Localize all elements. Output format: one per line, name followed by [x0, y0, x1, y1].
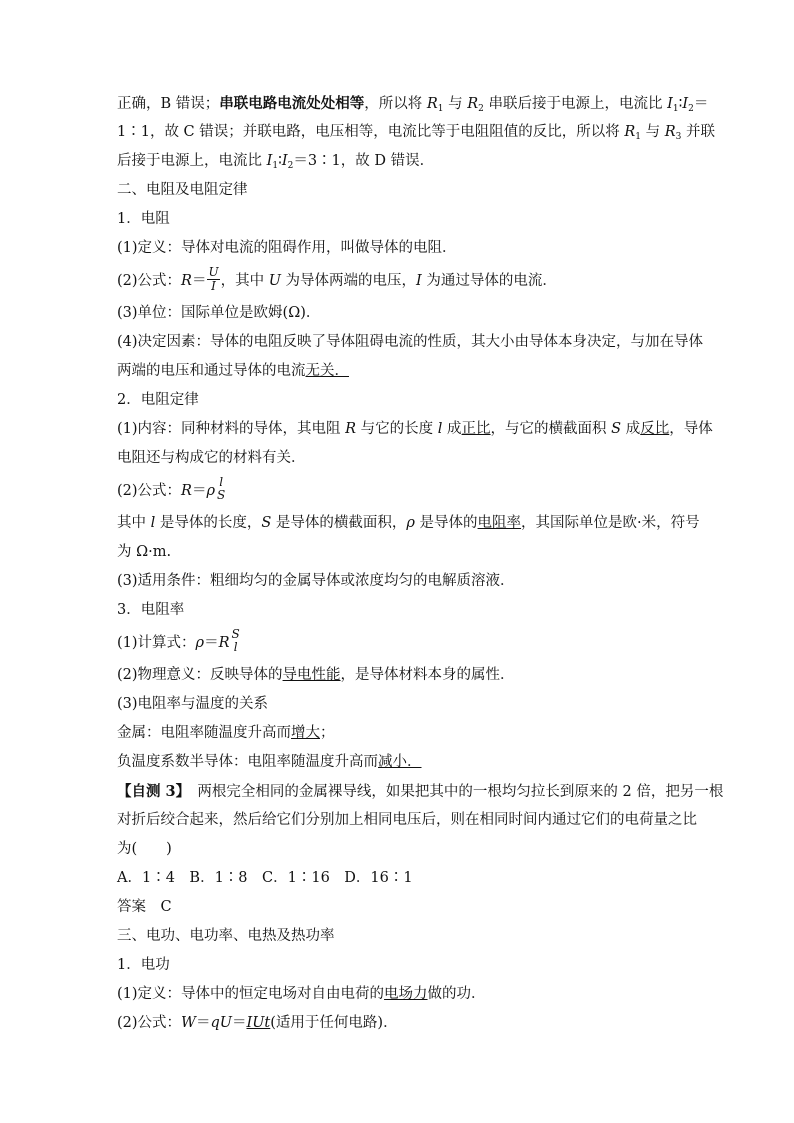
- text: ，其国际单位是欧·米，符号: [521, 515, 700, 531]
- subscript: 2: [478, 104, 484, 114]
- text: ＝: [231, 1015, 247, 1031]
- var-R: R: [345, 421, 357, 437]
- text: (1)定义：导体中的恒定电场对自由电荷的: [117, 986, 385, 1002]
- text: 两端的电压和通过导体的电流: [117, 363, 306, 379]
- var-R: R: [426, 96, 438, 112]
- subscript: 2: [287, 161, 294, 171]
- var-rho: ρ: [206, 483, 215, 499]
- var-q: q: [210, 1015, 220, 1031]
- text: ∶: [678, 96, 683, 112]
- var-I: I: [667, 96, 673, 112]
- text: ＝: [693, 96, 709, 112]
- var-R: R: [181, 483, 192, 499]
- underlined-answer: 减小．: [378, 754, 422, 770]
- text: (适用于任何电路)．: [270, 1015, 398, 1031]
- content: [117, 89, 724, 1038]
- underlined-answer: 增大: [291, 725, 320, 741]
- denominator: I: [211, 278, 216, 293]
- var-I: I: [416, 273, 422, 289]
- text: 两根完全相同的金属裸导线，如果把其中的一根均匀拉长到原来的 2 倍，把另一根: [182, 784, 724, 800]
- var-l: l: [150, 515, 156, 531]
- self-test-tag: 【自测 3】: [117, 783, 183, 800]
- underlined-answer: IUt: [246, 1015, 271, 1031]
- text: 是导体的横截面积，: [271, 515, 407, 531]
- para-line-3: [117, 147, 679, 176]
- self-test-line-3: 为( ): [117, 841, 172, 857]
- text: (2)公式：: [117, 1015, 182, 1031]
- underlined-answer: 反比: [640, 421, 670, 437]
- law-content-line-2: 电阻还与构成它的材料有关．: [117, 450, 306, 466]
- text: 为通过导体的电流．: [421, 273, 557, 289]
- var-I: I: [281, 153, 288, 169]
- var-W: W: [181, 1015, 196, 1031]
- subsection-resistance: 1．电阻: [117, 211, 170, 227]
- var-rho: ρ: [195, 635, 205, 651]
- underlined-answer: 导电性能: [282, 667, 341, 683]
- var-R: R: [664, 124, 676, 140]
- determining-factor-line-1: (4)决定因素：导体的电阻反映了导体阻碍电流的性质，其大小由导体本身决定，与加在导体: [117, 334, 704, 350]
- resistivity-formula: [117, 625, 679, 661]
- applicable-conditions: (3)适用条件：粗细均匀的金属导体或浓度均匀的电解质溶液．: [117, 573, 515, 589]
- numerator: S: [231, 627, 240, 641]
- text: (2)物理意义：反映导体的: [117, 667, 283, 683]
- fraction-l-over-S: [216, 476, 226, 502]
- resistance-unit: (3)单位：国际单位是欧姆(Ω)．: [117, 305, 321, 321]
- var-R: R: [181, 273, 192, 289]
- section-heading-2: 二、电阻及电阻定律: [117, 182, 248, 198]
- text: 串联后接于电源上，电流比: [483, 96, 668, 112]
- text: ＝3∶1，故 D 错误．: [293, 153, 435, 169]
- text: ＝: [204, 635, 219, 651]
- text: (2)公式：: [117, 483, 182, 499]
- var-R: R: [218, 635, 230, 651]
- text: ，所以将: [364, 96, 427, 112]
- self-test-line-1: [117, 777, 724, 806]
- text: 与: [443, 96, 468, 112]
- underlined-answer: 无关．: [305, 363, 349, 379]
- var-R: R: [467, 96, 479, 112]
- subsection-electric-work: 1．电功: [117, 957, 170, 973]
- answer: 答案 C: [117, 899, 172, 915]
- var-S: S: [261, 515, 272, 531]
- text: 1∶1，故 C 错误；并联电路，电压相等，电流比等于电阻阻值的反比，所以将: [117, 124, 625, 140]
- text: 正确，B 错误；: [117, 96, 220, 112]
- resistance-law-formula: [117, 473, 679, 509]
- determining-factor-line-2: [117, 357, 679, 386]
- var-I: I: [266, 153, 273, 169]
- subscript: 1: [272, 161, 279, 171]
- fraction-U-over-I: [207, 266, 219, 293]
- text: ∶: [278, 153, 282, 169]
- text: ，导体: [669, 421, 713, 437]
- text: (1)计算式：: [117, 635, 196, 651]
- subscript: 1: [437, 104, 444, 114]
- text: ＝: [191, 483, 207, 499]
- text: (2)公式：: [117, 273, 182, 289]
- text: 成: [621, 421, 641, 437]
- subscript: 1: [635, 132, 642, 142]
- work-formula: [117, 1009, 679, 1038]
- text: 金属：电阻率随温度升高而: [117, 725, 291, 741]
- var-R: R: [624, 124, 636, 140]
- fraction-S-over-l: [231, 628, 241, 654]
- section-heading-3: 三、电功、电功率、电热及热功率: [117, 928, 335, 944]
- text: 与它的长度: [356, 421, 438, 437]
- semiconductor-resistivity: [117, 748, 679, 777]
- denominator: l: [233, 640, 238, 654]
- text: 是导体的: [414, 515, 478, 531]
- var-U: U: [268, 273, 281, 289]
- var-l: l: [437, 421, 443, 437]
- text: ；: [320, 725, 335, 741]
- text: 负温度系数半导体：电阻率随温度升高而: [117, 754, 378, 770]
- text: (1)内容：同种材料的导体，其电阻: [117, 421, 346, 437]
- underlined-answer: 电阻率: [477, 515, 522, 531]
- text: 其中: [117, 515, 151, 531]
- subsection-resistivity: 3．电阻率: [117, 602, 185, 618]
- bold-text: 串联电路电流处处相等: [219, 95, 365, 112]
- text: 并联: [681, 124, 716, 140]
- denominator: S: [217, 488, 226, 502]
- para-line-2: [117, 118, 716, 147]
- text: 成: [442, 421, 462, 437]
- text: ，与它的横截面积: [490, 421, 612, 437]
- para-line-1: [117, 89, 709, 118]
- underlined-answer: 正比: [461, 421, 491, 437]
- metal-resistivity: [117, 719, 679, 748]
- text: ，其中: [220, 273, 269, 289]
- underlined-answer: 电场力: [384, 986, 428, 1002]
- text: ＝: [191, 273, 207, 289]
- law-content-line-1: [117, 415, 713, 444]
- numerator: l: [219, 475, 224, 489]
- subsection-resistance-law: 2．电阻定律: [117, 392, 199, 408]
- subscript: 1: [672, 104, 679, 114]
- work-definition: [117, 980, 679, 1009]
- physical-meaning: [117, 661, 679, 690]
- text: ＝: [195, 1015, 211, 1031]
- answer-options: A．1∶4 B．1∶8 C．1∶16 D．16∶1: [117, 870, 413, 886]
- resistance-formula: [117, 263, 679, 299]
- var-U: U: [219, 1015, 232, 1031]
- text: 为导体两端的电压，: [280, 273, 417, 289]
- law-note-line-1: [117, 509, 700, 538]
- numerator: U: [208, 264, 219, 279]
- self-test-line-2: 对折后绞合起来，然后给它们分别加上相同电压后，则在相同时间内通过它们的电荷量之比: [117, 812, 697, 828]
- subscript: 3: [675, 132, 682, 142]
- text: ，是导体材料本身的属性．: [340, 667, 515, 683]
- text: 做的功．: [427, 986, 486, 1002]
- temperature-relation: (3)电阻率与温度的关系: [117, 696, 269, 712]
- text: 与: [641, 124, 665, 140]
- var-I: I: [682, 96, 689, 112]
- text: 后接于电源上，电流比: [117, 153, 267, 169]
- subscript: 2: [688, 104, 694, 114]
- var-rho: ρ: [406, 515, 415, 531]
- law-note-line-2: 为 Ω·m.: [117, 544, 172, 560]
- resistance-definition: (1)定义：导体对电流的阻碍作用，叫做导体的电阻．: [117, 240, 457, 256]
- var-S: S: [611, 421, 622, 437]
- text: 是导体的长度，: [155, 515, 262, 531]
